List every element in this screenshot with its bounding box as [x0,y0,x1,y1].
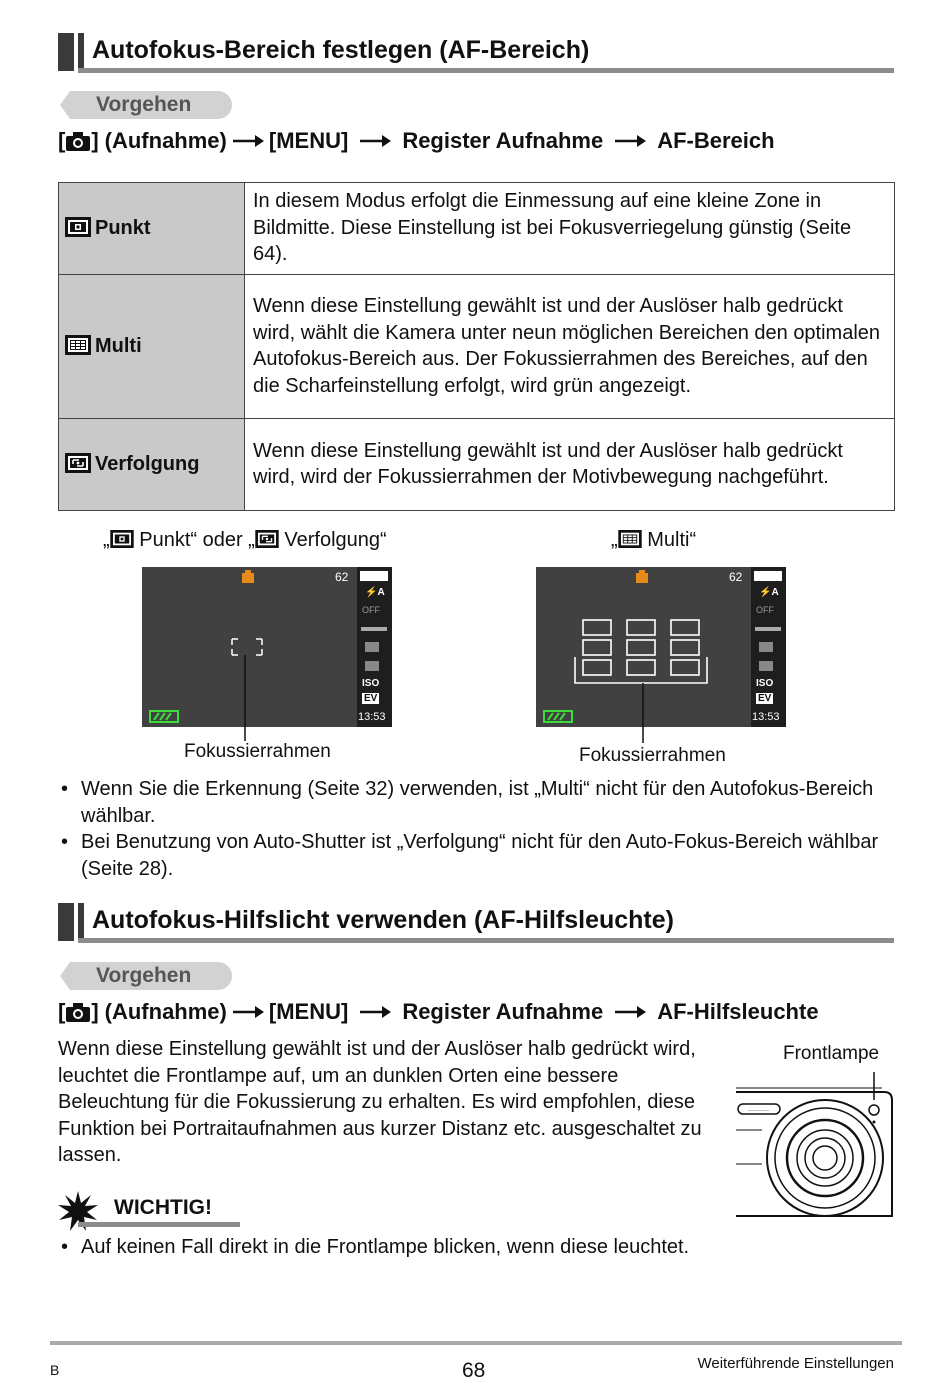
multi-icon [618,530,642,548]
table-desc-cell: In diesem Modus erfolgt die Einmessung auf eine kleine Zone in Bildmitte. Diese Einstellung ist bei Fokusverriegelung günstig (Seite 64). [245,183,895,275]
camera-front-illustration [732,1070,897,1222]
page-number: 68 [462,1359,486,1382]
fokus-label-left: Fokussierrahmen [184,741,331,762]
heading-bar [58,33,74,71]
screen-overlay [142,567,392,727]
footer-language: B [50,1362,60,1378]
verfolgung-icon [65,453,91,473]
notes-list [58,776,898,882]
vorgehen-badge [60,962,232,990]
left-figure-caption: „ Punkt“ oder „ Verfolgung“ [103,529,387,551]
list-item: • Bei Benutzung von Auto-Shutter ist „Verfolgung“ nicht für den Auto-Fokus-Bereich wählbar (Seite 28). [61,831,879,880]
path-target: AF-Hilfsleuchte [657,999,819,1024]
heading-bar [78,33,84,71]
path-mode: (Aufnahme) [104,128,227,153]
pointer-line [640,683,646,743]
table-desc-cell: Wenn diese Einstellung gewählt ist und der Auslöser halb gedrückt wird, wird der Fokussierrahmen der Motivbewegung nachgeführt. [245,419,895,511]
section1-heading [58,33,894,73]
heading-rule [78,938,894,943]
pointer-line [242,655,248,741]
punkt-icon [110,530,134,548]
table-row [59,275,895,419]
af-assist-paragraph: Wenn diese Einstellung gewählt ist und der Auslöser halb gedrückt wird, leuchtet die Frontlampe auf, um an dunklen Orten eine bessere Beleuchtung für die Fokussierung zu erhalten. Es wird empfohlen, diese Funktion bei Portraitaufnahmen aus kurzer Distanz etc. ausgeschaltet zu lassen. [58,1038,702,1166]
svg-text:———: ——— [748,1107,769,1114]
screen-overlay [536,567,786,727]
arrow-right-icon [358,134,392,148]
vorgehen-label: Vorgehen [96,964,192,987]
verfolgung-icon [255,530,279,548]
path-register: Register Aufnahme [402,999,604,1024]
fokus-label-right: Fokussierrahmen [579,745,726,766]
heading-bar [58,903,74,941]
punkt-icon [65,217,91,237]
warning-list [58,1234,898,1261]
screen-sidebar: ⚡A OFF ISO EV 13:53 [357,567,392,727]
menu-path: [ ] (Aufnahme) [MENU] Register Aufnahme AF-Hilfsleuchte [58,999,819,1024]
right-figure-caption: „ Multi“ [611,529,697,551]
camera-screen-punkt: 62 ⚡A OFF ISO EV 13:53 [142,567,392,727]
vorgehen-badge [60,91,232,119]
multi-icon [65,335,91,355]
arrow-right-icon [613,1005,647,1019]
path-menu: [MENU] [268,128,349,153]
heading-rule [78,68,894,73]
frontlampe-label: Frontlampe [783,1043,880,1064]
vorgehen-label: Vorgehen [96,93,192,116]
section1-title: Autofokus-Bereich festlegen (AF-Bereich) [92,36,590,64]
table-row [59,183,895,275]
wichtig-rule [78,1222,240,1227]
list-item: • Auf keinen Fall direkt in die Frontlampe blicken, wenn diese leuchtet. [61,1236,690,1258]
table-row [59,419,895,511]
camera-icon [65,130,91,152]
arrow-right-icon [231,1005,265,1019]
path-register: Register Aufnahme [402,128,604,153]
heading-bar [78,903,84,941]
menu-path: [ ] (Aufnahme) [MENU] Register Aufnahme AF-Bereich [58,128,775,153]
arrow-right-icon [613,134,647,148]
table-label-cell: Verfolgung [59,419,245,511]
path-target: AF-Bereich [657,128,775,153]
wichtig-heading: WICHTIG! [58,1191,240,1229]
table-label-cell: Multi [59,275,245,419]
camera-icon [65,1001,91,1023]
arrow-right-icon [231,134,265,148]
footer-rule [50,1341,902,1345]
arrow-right-icon [358,1005,392,1019]
path-mode: (Aufnahme) [104,999,227,1024]
section2-heading [58,903,894,943]
screen-sidebar: ⚡A OFF ISO EV 13:53 [751,567,786,727]
footer-chapter: Weiterführende Einstellungen [697,1355,894,1372]
af-mode-table [58,182,895,511]
table-label-cell: Punkt [59,183,245,275]
path-menu: [MENU] [268,999,349,1024]
camera-screen-multi: 62 ⚡A OFF ISO EV 13:53 [536,567,786,727]
section2-title: Autofokus-Hilfslicht verwenden (AF-Hilfsleuchte) [92,906,674,934]
table-desc-cell: Wenn diese Einstellung gewählt ist und der Auslöser halb gedrückt wird, wählt die Kamera unter neun möglichen Bereichen den optimalen Autofokus-Bereich aus. Der Fokussierrahmen des Bereiches, auf den die Scharfeinstellung erfolgt, wird grün angezeigt. [245,275,895,419]
list-item: • Wenn Sie die Erkennung (Seite 32) verwenden, ist „Multi“ nicht für den Autofokus-Bereich wählbar. [61,778,874,827]
